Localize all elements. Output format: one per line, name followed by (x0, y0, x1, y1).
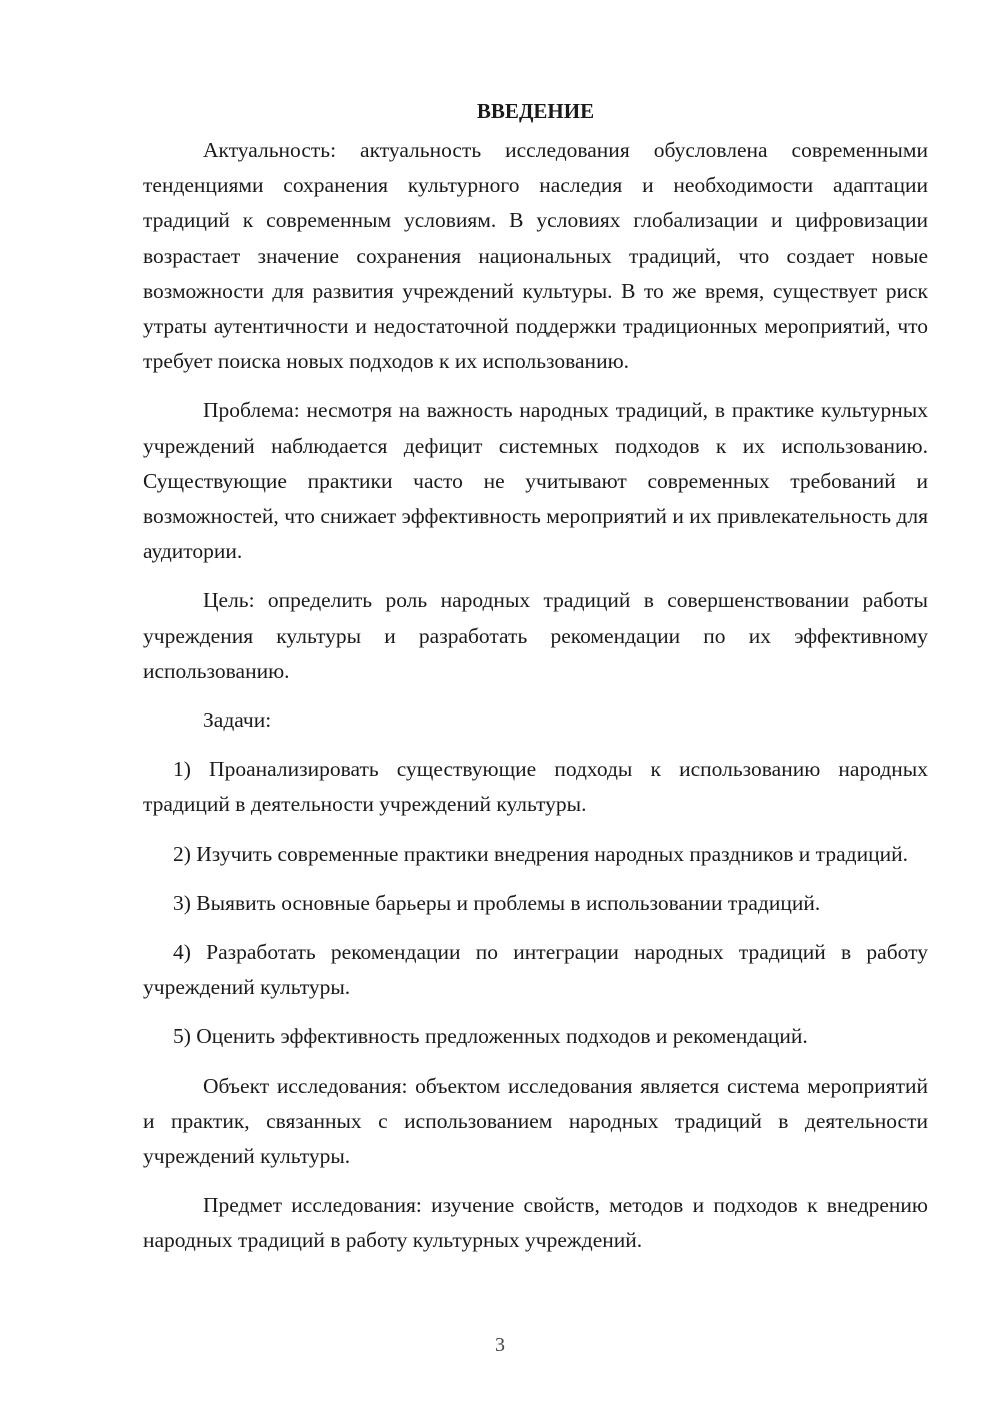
paragraph-relevance: Актуальность: актуальность исследования обусловлена современными тенденциями сохранения культурного наследия и необходимости адаптации традиций к современным условиям. В условиях глобализации и цифровизации возрастает значение сохранения национальных традиций, что создает новые возможности для развития учреждений культуры. В то же время, существует риск утраты аутентичности и недостаточной поддержки традиционных мероприятий, что требует поиска новых подходов к их использованию. (143, 138, 928, 374)
task-item-5: 5) Оценить эффективность предложенных подходов и рекомендаций. (173, 1024, 808, 1049)
paragraph-goal: Цель: определить роль народных традиций в совершенствовании работы учреждения культуры и разработать рекомендации по их эффективному использованию. (143, 588, 928, 683)
paragraph-object: Объект исследования: объектом исследования является система мероприятий и практик, связанных с использованием народных традиций в деятельности учреждений культуры. (143, 1073, 928, 1169)
tasks-heading: Задачи: (203, 708, 272, 733)
document-page (143, 97, 928, 1273)
task-item-2: 2) Изучить современные практики внедрения народных праздников и традиций. (173, 841, 908, 866)
task-item-4: 4) Разработать рекомендации по интеграции народных традиций в работу учреждений культуры. (143, 940, 928, 1000)
task-item-3: 3) Выявить основные барьеры и проблемы в использовании традиций. (173, 890, 821, 915)
page-number: 3 (495, 1334, 505, 1356)
task-item-1: 1) Проанализировать существующие подходы к использованию народных традиций в деятельности учреждений культуры. (143, 757, 928, 817)
paragraph-subject: Предмет исследования: изучение свойств, методов и подходов к внедрению народных традиций в работу культурных учреждений. (143, 1193, 928, 1253)
section-title: ВВЕДЕНИЕ (476, 99, 595, 123)
paragraph-problem: Проблема: несмотря на важность народных традиций, в практике культурных учреждений наблюдается дефицит системных подходов к их использованию. Существующие практики часто не учитывают современных требований и возможностей, что снижает эффективность мероприятий и их привлекательность для аудитории. (143, 398, 928, 564)
